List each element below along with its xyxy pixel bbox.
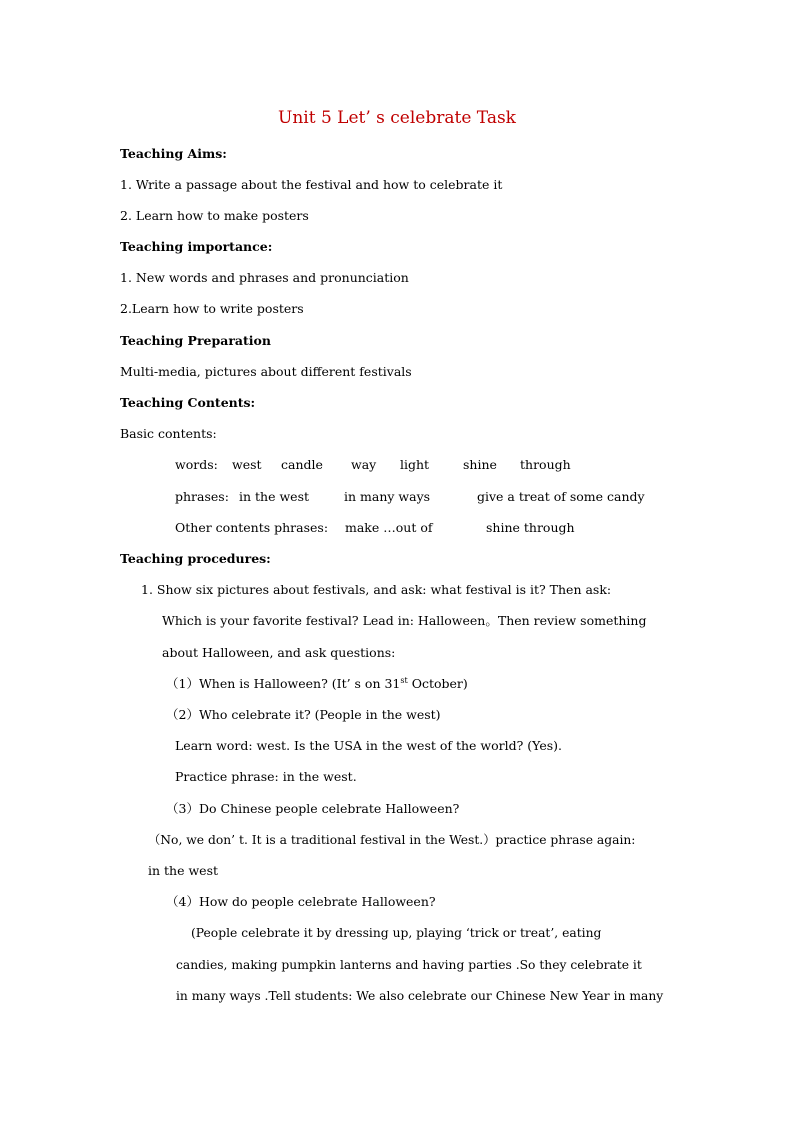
phrase-item: in many ways [344, 489, 431, 504]
document-title: Unit 5 Let’ s celebrate Task [278, 108, 516, 128]
question-2: （2）Who celebrate it? (People in the west) [166, 707, 441, 722]
aim-item-2: 2. Learn how to make posters [120, 208, 309, 223]
answer-4-line-3: in many ways .Tell students: We also celebrate our Chinese New Year in many [176, 989, 664, 1003]
procedure-step-1-line-3: about Halloween, and ask questions: [162, 645, 396, 660]
answer-3-line-1: （No, we don’ t. It is a traditional festival in the West.）practice phrase again: [148, 833, 636, 847]
teaching-preparation-heading: Teaching Preparation [120, 333, 271, 348]
question-1-tail: October) [407, 676, 468, 691]
answer-4-line-2: candies, making pumpkin lanterns and having parties .So they celebrate it [176, 958, 642, 972]
word-item: through [520, 457, 571, 472]
question-3: （3）Do Chinese people celebrate Halloween? [166, 801, 460, 816]
importance-item-2: 2.Learn how to write posters [120, 301, 304, 316]
other-phrase-item: make …out of [345, 520, 433, 535]
teaching-procedures-heading: Teaching procedures: [120, 551, 271, 566]
word-item: west [232, 457, 262, 472]
preparation-text: Multi-media, pictures about different festivals [120, 364, 412, 379]
phrase-item: in the west [239, 489, 310, 504]
teaching-contents-heading: Teaching Contents: [120, 395, 256, 410]
aim-item-1: 1. Write a passage about the festival and how to celebrate it [120, 177, 503, 192]
teaching-aims-heading: Teaching Aims: [120, 146, 227, 161]
word-item: way [351, 457, 377, 472]
question-1 [166, 676, 468, 692]
word-item: shine [463, 457, 497, 472]
phrase-item: give a treat of some candy [477, 489, 645, 504]
word-item: light [400, 457, 430, 472]
answer-3-line-2: in the west [148, 863, 219, 878]
learn-word-line: Learn word: west. Is the USA in the west of the world? (Yes). [175, 738, 563, 753]
phrases-label: phrases: [175, 489, 229, 504]
word-item: candle [281, 457, 323, 472]
question-4: （4）How do people celebrate Halloween? [166, 894, 436, 909]
procedure-step-1-line-2: Which is your favorite festival? Lead in: Halloween。Then review something [162, 613, 647, 628]
basic-contents-label: Basic contents: [120, 426, 217, 441]
answer-4-line-1: (People celebrate it by dressing up, playing ‘trick or treat’, eating [191, 926, 602, 940]
ordinal-suffix: st [400, 676, 408, 685]
question-1-text: （1）When is Halloween? (It’ s on 31 [166, 676, 401, 691]
procedure-step-1-line-1: 1. Show six pictures about festivals, and ask: what festival is it? Then ask: [141, 582, 612, 597]
words-label: words: [175, 457, 218, 472]
practice-phrase-line: Practice phrase: in the west. [175, 769, 357, 784]
other-phrases-label: Other contents phrases: [175, 520, 329, 535]
teaching-importance-heading: Teaching importance: [120, 239, 273, 254]
importance-item-1: 1. New words and phrases and pronunciation [120, 270, 409, 285]
other-phrase-item: shine through [486, 520, 575, 535]
